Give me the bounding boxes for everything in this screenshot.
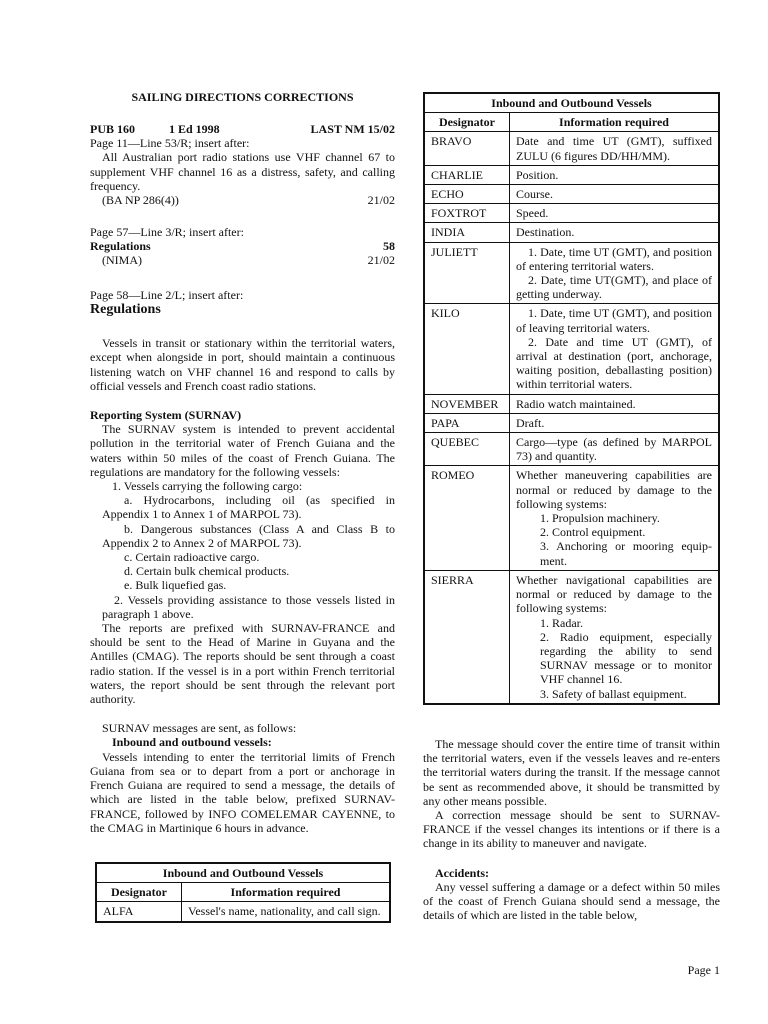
table-row bbox=[96, 902, 390, 922]
info-cell bbox=[510, 570, 720, 703]
table-row bbox=[424, 570, 719, 703]
info-line: Draft. bbox=[516, 415, 545, 430]
document-title-block bbox=[90, 90, 395, 104]
table-row bbox=[424, 394, 719, 413]
info-cell bbox=[510, 242, 720, 304]
message-coverage-para: The message should cover the entire time of transit within the territorial waters, even if the vessels leaves and re-enters the territorial waters during the transit. If the message cannot be sent as recommended above, it should be transmitted by any other means possible. bbox=[423, 737, 720, 808]
designator-cell: FOXTROT bbox=[424, 204, 510, 223]
table-row bbox=[424, 165, 719, 184]
info-cell bbox=[510, 132, 720, 165]
designator-cell: ECHO bbox=[424, 185, 510, 204]
info-cell bbox=[510, 304, 720, 394]
list-item-1d: d. Certain bulk chemical products. bbox=[124, 564, 290, 579]
info-line: 3. Anchoring or mooring equip-ment. bbox=[540, 539, 712, 568]
info-line: Speed. bbox=[516, 206, 549, 221]
info-cell bbox=[510, 204, 720, 223]
info-line: Course. bbox=[516, 187, 553, 202]
designator-cell: PAPA bbox=[424, 413, 510, 432]
info-line: 1. Date, time UT (GMT), and position of leaving territorial waters. bbox=[516, 306, 712, 335]
info-line: Date and time UT (GMT), suffixed ZULU (6 figures DD/HH/MM). bbox=[516, 134, 712, 163]
list-item-1e: e. Bulk liquefied gas. bbox=[124, 578, 227, 593]
info-cell bbox=[510, 466, 720, 570]
info-cell bbox=[510, 223, 720, 242]
table-right-title: Inbound and Outbound Vessels bbox=[424, 93, 719, 113]
list-item-1a: a. Hydrocarbons, including oil (as specified in Appendix 1 to Annex 1 of MARPOL 73). bbox=[102, 493, 395, 522]
table-left-title: Inbound and Outbound Vessels bbox=[96, 863, 390, 883]
designator-cell: BRAVO bbox=[424, 132, 510, 165]
table-row bbox=[424, 304, 719, 394]
designator-cell: KILO bbox=[424, 304, 510, 394]
accidents-para: Any vessel suffering a damage or a defect within 50 miles of the coast of French Guiana should send a message, the details of which are listed in the table below, bbox=[423, 879, 720, 923]
designator-cell: NOVEMBER bbox=[424, 394, 510, 413]
table-row bbox=[424, 185, 719, 204]
publication-header bbox=[90, 122, 395, 136]
inbound-outbound-heading: Inbound and outbound vessels: bbox=[112, 735, 272, 750]
info-cell bbox=[510, 165, 720, 184]
designator-cell: ALFA bbox=[96, 902, 182, 922]
corr3-location: Page 58—Line 2/L; insert after: bbox=[90, 288, 244, 302]
regulations-heading: Regulations bbox=[90, 302, 161, 318]
corr2-source: (NIMA) bbox=[102, 253, 142, 268]
table-row bbox=[424, 242, 719, 304]
info-line: 2. Date, time UT(GMT), and place of getting underway. bbox=[516, 273, 712, 302]
accidents-heading: Accidents: bbox=[435, 865, 489, 880]
info-line: Position. bbox=[516, 167, 559, 182]
info-cell: Vessel's name, nationality, and call sign. bbox=[182, 902, 391, 922]
corr1-date: 21/02 bbox=[367, 193, 395, 208]
info-cell bbox=[510, 185, 720, 204]
designator-cell: SIERRA bbox=[424, 570, 510, 703]
info-line: 3. Safety of ballast equipment. bbox=[540, 686, 687, 701]
table-row bbox=[424, 466, 719, 570]
info-line: 2. Date and time UT (GMT), of arrival at destination (port, anchorage, waiting position, deballasting position) within territorial waters. bbox=[516, 334, 712, 392]
corr1-location: Page 11—Line 53/R; insert after: bbox=[90, 136, 250, 151]
corr1-text: All Australian port radio stations use VHF channel 67 to supplement VHF channel 16 as a distress, safety, and calling frequency. bbox=[90, 150, 395, 193]
info-line: Whether navigational capabilities are normal or reduced by damage to the following systems: bbox=[516, 572, 712, 616]
info-line: 2. Radio equipment, especially regarding the ability to send SURNAV message or to monitor VHF channel 16. bbox=[540, 629, 712, 687]
document-title: SAILING DIRECTIONS CORRECTIONS bbox=[131, 90, 354, 104]
corr2-location: Page 57—Line 3/R; insert after: bbox=[90, 225, 244, 239]
designator-cell: ROMEO bbox=[424, 466, 510, 570]
info-line: 2. Control equipment. bbox=[540, 525, 646, 540]
table-row bbox=[424, 132, 719, 165]
info-line: 1. Date, time UT (GMT), and position of entering territorial waters. bbox=[516, 244, 712, 273]
table-left-col-designator: Designator bbox=[96, 883, 182, 902]
reporting-system-para: The SURNAV system is intended to prevent accidental pollution in the territorial water of French Guiana and the waters within 50 miles of the coast of French Guiana. The regulations are mandatory for the following vessels: bbox=[90, 422, 395, 479]
messages-intro: SURNAV messages are sent, as follows: bbox=[102, 721, 297, 736]
corr2-source-row bbox=[90, 253, 395, 267]
correction-message-para: A correction message should be sent to SURNAV-FRANCE if the vessel changes its intentions or if there is a change in its ability to maneuver and navigate. bbox=[423, 808, 720, 851]
list-item-1b: b. Dangerous substances (Class A and Class B to Appendix 2 to Annex 2 of MARPOL 73). bbox=[102, 521, 395, 550]
list-item-1: 1. Vessels carrying the following cargo: bbox=[112, 479, 303, 494]
designator-cell: CHARLIE bbox=[424, 165, 510, 184]
reporting-system-heading: Reporting System (SURNAV) bbox=[90, 408, 242, 423]
table-row bbox=[424, 204, 719, 223]
designator-cell: INDIA bbox=[424, 223, 510, 242]
info-line: 1. Propulsion machinery. bbox=[540, 511, 660, 526]
table-row bbox=[424, 223, 719, 242]
designator-cell: JULIETT bbox=[424, 242, 510, 304]
designator-cell: QUEBEC bbox=[424, 433, 510, 466]
info-cell bbox=[510, 433, 720, 466]
inbound-outbound-table-right bbox=[423, 92, 720, 705]
table-right bbox=[423, 92, 720, 705]
last-nm: LAST NM 15/02 bbox=[310, 122, 395, 136]
info-cell bbox=[510, 413, 720, 432]
page-number: Page 1 bbox=[687, 963, 720, 977]
table-right-col-info: Information required bbox=[510, 113, 720, 132]
correction-1 bbox=[90, 122, 395, 207]
regulations-para: Vessels in transit or stationary within the territorial waters, except when alongside in port, should maintain a continuous listening watch on VHF channel 16 and respond to calls by official vessels and French coast radio stations. bbox=[90, 336, 395, 393]
correction-3 bbox=[90, 288, 395, 835]
inbound-outbound-para: Vessels intending to enter the territorial limits of French Guiana from sea or to depart from a port or anchorage in French Guiana are required to send a message, the details of which are listed in the table below, prefixed SURNAV-FRANCE, followed by INFO COMELEMAR CAYENNE, to the CMAG in Martinique 6 hours in advance. bbox=[90, 749, 395, 835]
correction-2 bbox=[90, 225, 395, 268]
corr2-heading: Regulations bbox=[90, 239, 151, 254]
corr1-source: (BA NP 286(4)) bbox=[102, 193, 179, 208]
table-row bbox=[424, 433, 719, 466]
info-line: Radio watch maintained. bbox=[516, 396, 636, 411]
pub-number: PUB 160 bbox=[90, 122, 135, 136]
info-line: Whether maneuvering capabilities are normal or reduced by damage to the following systems: bbox=[516, 468, 712, 511]
info-cell bbox=[510, 394, 720, 413]
corr2-date: 21/02 bbox=[367, 253, 395, 268]
table-row bbox=[424, 413, 719, 432]
info-line: Destination. bbox=[516, 225, 575, 240]
corr2-number: 58 bbox=[383, 239, 395, 254]
edition: 1 Ed 1998 bbox=[169, 122, 220, 136]
table-left-col-info: Information required bbox=[182, 883, 391, 902]
info-line: 1. Radar. bbox=[540, 615, 583, 630]
inbound-outbound-table-left bbox=[95, 862, 391, 923]
list-item-1c: c. Certain radioactive cargo. bbox=[124, 550, 260, 565]
reports-para: The reports are prefixed with SURNAV-FRANCE and should be sent to the Head of Marine in Guyana and the Antilles (CMAG). The reports should be sent through a coast radio station. If the vessel is in a port within French territorial waters, the report should be sent through the relevant port authority. bbox=[90, 621, 395, 707]
table-right-col-designator: Designator bbox=[424, 113, 510, 132]
info-line: Cargo—type (as defined by MARPOL 73) and quantity. bbox=[516, 435, 712, 464]
list-item-2: 2. Vessels providing assistance to those vessels listed in paragraph 1 above. bbox=[102, 592, 395, 621]
right-text-block bbox=[423, 737, 720, 922]
corr1-source-row bbox=[90, 193, 395, 207]
corr2-heading-row bbox=[90, 239, 395, 253]
table-left bbox=[95, 862, 391, 923]
